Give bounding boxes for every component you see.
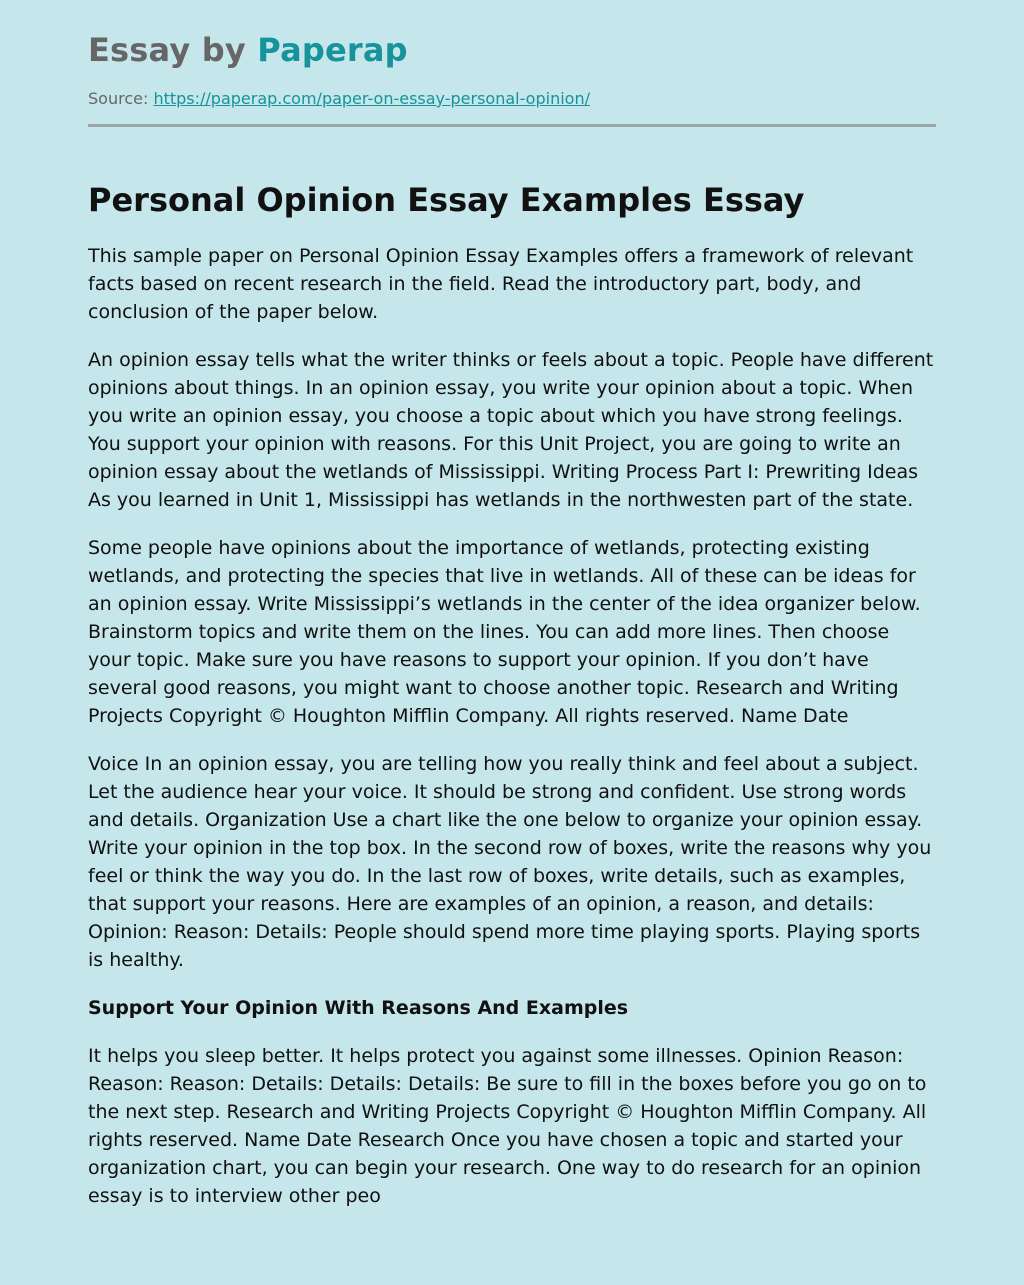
body-paragraph-1: An opinion essay tells what the writer thinks or feels about a topic. People have different opinions about things. In an opinion essay, you write your opinion about a topic. When you write an opinion essay, you choose a topic about which you have strong feelings. You support your opinion with reasons. For this Unit Project, you are going to write an opinion essay about the wetlands of Mississippi. Writing Process Part I: Prewriting Ideas As you learned in Unit 1, Mississippi has wetlands in the northwesten part of the state. — [88, 349, 934, 511]
source-line — [88, 88, 936, 110]
body-paragraph-2: Some people have opinions about the importance of wetlands, protecting existing wetlands, and protecting the species that live in wetlands. All of these can be ideas for an opinion essay. Write Mississippi’s wetlands in the center of the idea organizer below. Brainstorm topics and write them on the lines. You can add more lines. Then choose your topic. Make sure you have reasons to support your opinion. If you don’t have several good reasons, you might want to choose another topic. Research and Writing Projects Copyright © Houghton Mifflin Company. All rights reserved. Name Date — [88, 537, 921, 727]
source-label: Source: — [88, 89, 149, 108]
brand-logo[interactable] — [88, 30, 936, 70]
intro-paragraph: This sample paper on Personal Opinion Essay Examples offers a framework of relevant facts based on recent research in the field. Read the introductory part, body, and conclusion of the paper below. — [88, 245, 914, 323]
source-link[interactable]: https://paperap.com/paper-on-essay-personal-opinion/ — [153, 89, 590, 108]
article-title: Personal Opinion Essay Examples Essay — [88, 181, 805, 219]
section-subheading: Support Your Opinion With Reasons And Examples — [88, 997, 629, 1019]
header — [88, 30, 936, 127]
header-divider — [88, 124, 936, 127]
brand-name: Paperap — [257, 31, 408, 69]
brand-prefix: Essay by — [88, 31, 246, 69]
body-paragraph-4: It helps you sleep better. It helps protect you against some illnesses. Opinion Reason: Reason: Reason: Details: Details: Details: Be sure to fill in the boxes before you go on to the next step. Research and Writing Projects Copyright © Houghton Mifflin Company. All rights reserved. Name Date Research Once you have chosen a topic and started your organization chart, you can begin your research. One way to do research for an opinion essay is to interview other peo — [88, 1045, 927, 1207]
body-paragraph-3: Voice In an opinion essay, you are telling how you really think and feel about a subject. Let the audience hear your voice. It should be strong and confident. Use strong words and details. Organization Use a chart like the one below to organize your opinion essay. Write your opinion in the top box. In the second row of boxes, write the reasons why you feel or think the way you do. In the last row of boxes, write details, such as examples, that support your reasons. Here are examples of an opinion, a reason, and details: Opinion: Reason: Details: People should spend more time playing sports. Playing sports is healthy. — [88, 753, 932, 971]
article — [88, 180, 936, 1210]
